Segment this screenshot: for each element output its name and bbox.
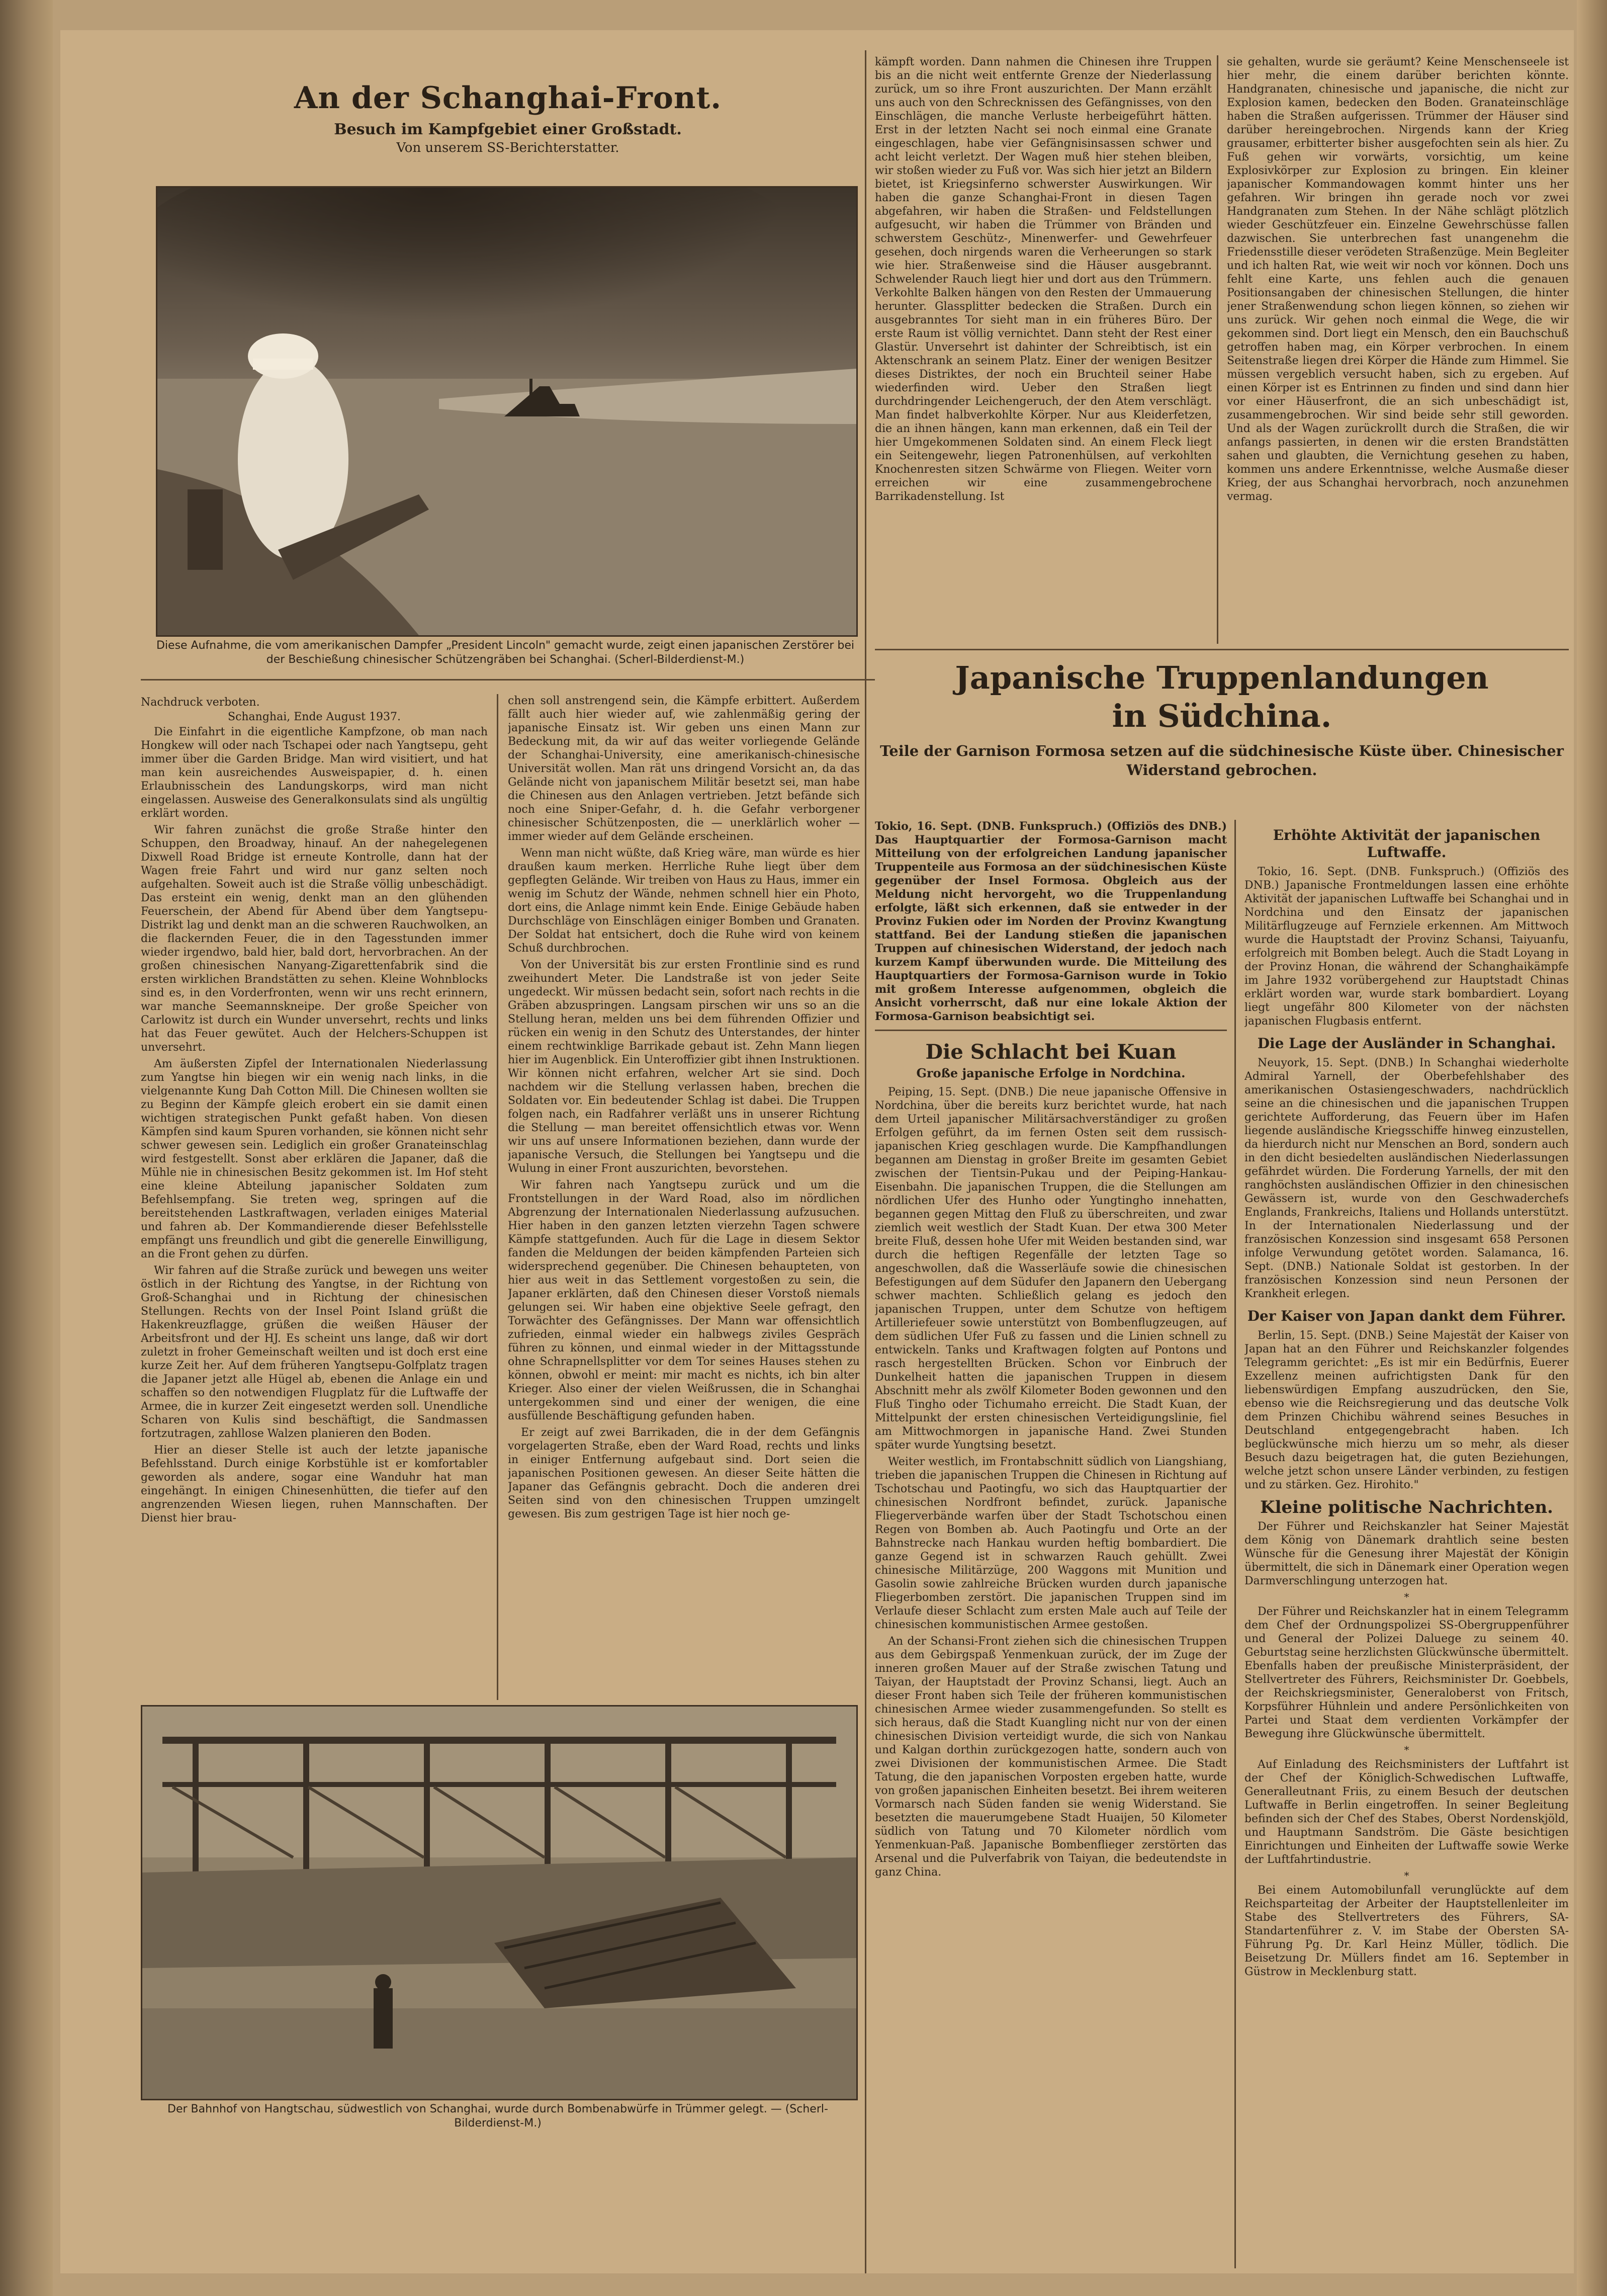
article1-byline: Von unserem SS-Berichterstatter. — [396, 140, 619, 155]
article7-item: Der Führer und Reichskanzler hat Seiner Majestät dem König von Dänemark drahtlich seine besten Wünsche für die Genesung ihrer Majestät der Königin übermittelt, die sich in Dänemark einer Operation wegen Darmverschlingung unterzogen hat. — [1244, 1520, 1569, 1587]
section-divider — [875, 1030, 1227, 1031]
article2-title-line1: Japanische Truppenlandungen — [955, 659, 1489, 696]
article3-subtitle: Große japanische Erfolge in Nordchina. — [916, 1066, 1186, 1080]
article7-title: Kleine politische Nachrichten. — [1260, 1497, 1553, 1517]
article1-note: Nachdruck verboten. — [141, 696, 260, 709]
column-divider — [1217, 55, 1218, 644]
article6-title: Der Kaiser von Japan dankt dem Führer. — [1247, 1308, 1566, 1324]
article2-deck: Teile der Garnison Formosa setzen auf die südchinesische Küste über. Chinesischer Widerstand gebrochen. — [880, 742, 1564, 779]
column-3-lower — [875, 820, 1227, 2268]
column-divider — [497, 694, 498, 1700]
article1-paragraph: Er zeigt auf zwei Barrikaden, die in der dem Gefängnis vorgelagerten Straße, eben der Ward Road, rechts und links in einiger Entfernung aufgebaut sind. Dort seien die japanischen Positionen gewesen. An dieser Seite hätten die Japaner das Gefängnis gebracht. Doch die anderen drei Seiten sind von den chinesischen Truppen umzingelt gewesen. Bis zum gestrigen Tage ist hier noch ge- — [508, 1426, 860, 1520]
article1-subheadline: Besuch im Kampfgebiet einer Großstadt. — [334, 121, 682, 138]
photo-destroyer-image — [157, 188, 856, 635]
article2-lead: Tokio, 16. Sept. (DNB. Funkspruch.) (Offiziös des DNB.) Das Hauptquartier der Formosa-Garnison macht Mitteilung von der erfolgreichen Landung japanischer Truppenteile aus Formosa an der südchinesischen Küste gegenüber der Insel Formosa. Obgleich aus der Meldung nicht hervorgeht, wo die Truppenlandung erfolgte, läßt sich erkennen, daß sie entweder in der Provinz Fukien oder im Norden der Provinz Kwangtung stattfand. Bei der Landung stießen die japanischen Truppen auf chinesischen Widerstand, der jedoch nach kurzem Kampf überwunden wurde. Die Mitteilung des Hauptquartiers der Formosa-Garnison wurde in Tokio mit großem Interesse aufgenommen, obgleich die Ansicht vorherrscht, daß nur eine lokale Aktion der Formosa-Garnison beabsichtigt sei. — [875, 820, 1227, 1023]
article7-item: Der Führer und Reichskanzler hat in einem Telegramm dem Chef der Ordnungspolizei SS-Obergruppenführer und General der Polizei Daluege zu seinem 40. Geburtstag seine herzlichsten Glückwünsche übermittelt. Ebenfalls haben der preußische Ministerpräsident, der Stellvertreter des Führers, Reichsminister Dr. Goebbels, der Reichskriegsminister, Generaloberst von Fritsch, Korpsführer Hühnlein und andere Persönlichkeiten von Partei und Staat dem verdienten Vorkämpfer der Bewegung ihre Glückwünsche übermittelt. — [1244, 1605, 1569, 1740]
separator-asterisk: * — [1404, 1869, 1409, 1882]
column-divider — [1234, 820, 1236, 2268]
page-edge — [1577, 0, 1607, 2296]
photo-destroyer — [156, 186, 858, 637]
article1-continuation-text: sie gehalten, wurde sie geräumt? Keine Menschenseele ist hier mehr, die einem darüber berichten könnte. Handgranaten, chinesische und japanische, die nicht zur Explosion kamen, bedecken den Boden. Granateinschläge haben die Straßen aufgerissen. Trümmer der Häuser sind darüber hereingebrochen. Nirgends kann der Krieg grausamer, erbitterter bisher ausgefochten sein als hier. Zu Fuß gehen wir vorwärts, vorsichtig, um keine Explosivkörper zur Explosion zu bringen. Ein kleiner japanischer Kommandowagen kommt hinter uns her gefahren. Wir bringen ihn gerade noch vor zwei Handgranaten zum Stehen. In der Nähe schlägt plötzlich wieder Geschützfeuer ein. Einzelne Gewehrschüsse fallen dazwischen. Sie unterbrechen fast unangenehm die Friedensstille dieser verödeten Straßenzüge. Mein Begleiter und ich halten Rat, wie weit wir noch vor können. Doch uns fehlt eine Karte, uns fehlen auch die genauen Positionsangaben der chinesischen Stellungen, die hinter jener Straßenwendung schon liegen können, so ziehen wir uns zurück. Wir gehen noch einmal die Wege, die wir gekommen sind. Dort liegt ein Mensch, den ein Bauchschuß getroffen haben mag, ein Körper verbrochen. In einem Seitenstraße liegen drei Körper die Hände zum Himmel. Sie müssen vergeblich versucht haben, sich zu ergeben. Auf einen Körper ist es Entrinnen zu finden und sind dann hier vor einer Häuserfront, die an sich unbeschädigt ist, zusammengebrochen. Wir sind beide sehr still geworden. Und als der Wagen zurückrollt durch die Straßen, die wir anfangs passierten, in denen wir die ersten Brandstätten sahen und glaubten, die Vernichtung gesehen zu haben, kommen uns andere Erkenntnisse, welche Ausmaße dieser Krieg, der aus Schanghai hervorbrach, noch anzunehmen vermag. — [1227, 56, 1569, 503]
article5-text: Neuyork, 15. Sept. (DNB.) In Schanghai wiederholte Admiral Yarnell, der Oberbefehlshaber des amerikanischen Ostasiengeschwaders, nachdrücklich seine an die chinesischen und die japanischen Truppen gerichtete Aufforderung, das Feuern über im Hafen liegende ausländische Kriegsschiffe hinweg einzustellen, da hierdurch nicht nur Menschen an Bord, sondern auch in den dicht besiedelten ausländischen Niederlassungen gefährdet würden. Die Forderung Yarnells, der mit den ranghöchsten ausländischen Offizier in den chinesischen Gewässern ist, wurde von den Geschwaderchefs Englands, Frankreichs, Italiens und Hollands unterstützt. In der Internationalen Niederlassung und der französischen Konzession sind insgesamt 658 Personen infolge Verwundung getötet worden. Salamanca, 16. Sept. (DNB.) Nationale Soldat ist gestorben. In der französischen Konzession sind neun Personen der Krankheit erlegen. — [1244, 1057, 1569, 1300]
column-4-lower — [1244, 820, 1569, 2268]
article3-paragraph: Weiter westlich, im Frontabschnitt südlich von Liangshiang, trieben die japanischen Truppen die Chinesen in Richtung auf Tschotschau und Paotingfu, wo sich das Hauptquartier der chinesischen Nordfront befindet, zurück. Japanische Fliegerverbände warfen über der Stadt Tschotschou einen Regen von Bomben ab. Auch Paotingfu und Orte an der Bahnstrecke nach Hankau wurden heftig bombardiert. Die ganze Gegend ist in schwarzen Rauch gehüllt. Zwei chinesische Militärzüge, 200 Waggons mit Munition und Gasolin sowie zahlreiche Brücken wurden durch japanische Fliegerbomben zerstört. Die japanischen Truppen sind im Verlaufe dieser Schlacht zum ersten Male auch auf Teile der chinesischen kommunistischen Armee gestoßen. — [875, 1456, 1227, 1631]
separator-asterisk: * — [1404, 1591, 1409, 1603]
article1-paragraph: Die Einfahrt in die eigentliche Kampfzone, ob man nach Hongkew will oder nach Tschapei oder nach Yangtsepu, geht immer über die Garden Bridge. Man wird visitiert, und hat man kein ausreichendes Ausweispapier, d. h. einen Erlaubnisschein des Landungskorps, wird man nicht eingelassen. Ausweise des Generalkonsulats sind als ungültig erklärt worden. — [141, 726, 488, 820]
article1-dateline: Schanghai, Ende August 1937. — [228, 711, 401, 723]
article1-paragraph: Wir fahren zunächst die große Straße hinter den Schuppen, den Broadway, hinauf. An der nahegelegenen Dixwell Road Bridge ist erneute Kontrolle, dann hat der Wagen freie Fahrt und wird nur ganz selten noch aufgehalten. Soweit auch ist die Straße völlig unbeschädigt. Das ersteint ein wenig, denkt man an den glühenden Feuerschein, der Abend für Abend über dem Yangtsepu-Distrikt lag und denkt man an die schweren Rauchwolken, an die flackernden Feuer, die in den Tagesstunden immer wieder irgendwo, bald hier, bald dort, hervorbrachen. An der großen chinesischen Nanyang-Zigarettenfabrik sind die ersten wirklichen Brandstätten zu sehen. Kleine Wohnblocks sind es, in den Vorderfronten, wenn wir uns recht erinnern, war manche Seemannskneipe. Der große Speicher von Carlowitz ist durch ein Wunder unversehrt, rechts und links hat das Feuer gewütet. Auch der Helchers-Schuppen ist unversehrt. — [141, 824, 488, 1054]
article1-paragraph: Wir fahren nach Yangtsepu zurück und um die Frontstellungen in der Ward Road, also im nördlichen Abgrenzung der Internationalen Niederlassung aufzusuchen. Hier haben in den ganzen letzten vierzehn Tagen schwere Kämpfe stattgefunden. Auch für die Lage in diesem Sektor fanden die Meldungen der beiden kämpfenden Parteien sich widersprechend gegenüber. Die Chinesen behaupteten, von hier aus weit in das Settlement vorgestoßen zu sein, die Japaner erklärten, daß den Chinesen dieser Vorstoß niemals gelungen sei. Wir haben eine objektive Seele gefragt, den Torwächter des Gefängnisses. Der Mann war offensichtlich zufrieden, einmal wieder ein halbwegs ziviles Gespräch führen zu können, und einmal wieder in der Mittagsstunde ohne Schrapnellsplitter vor dem Tor seines Hauses stehen zu können, obwohl er meint: mir macht es nichts, ich bin alter Krieger. Also einer der vielen Weißrussen, die in Schanghai untergekommen sind und einer der wenigen, die eine ausfüllende Beschäftigung gefunden haben. — [508, 1179, 860, 1422]
column-divider — [141, 679, 875, 681]
article1-paragraph: Hier an dieser Stelle ist auch der letzte japanische Befehlsstand. Durch einige Korbstühle ist er komfortabler geworden als andere, sogar eine Wanduhr hat man eingehängt. In einigen Chinesenhütten, die tiefer auf den angrenzenden Wiesen liegen, ruhen Mannschaften. Der Dienst hier brau- — [141, 1444, 488, 1524]
photo-station-caption: Der Bahnhof von Hangtschau, südwestlich von Schanghai, wurde durch Bombenabwürfe in Trümmer gelegt. — (Scherl-Bilderdienst-M.) — [167, 2103, 828, 2130]
article7-item: Bei einem Automobilunfall verunglückte auf dem Reichsparteitag der Arbeiter der Hauptstellenleiter im Stabe des Stellvertreters des Führers, SA-Standartenführer z. V. im Stabe der Obersten SA-Führung Pg. Dr. Karl Heinz Müller, tödlich. Die Beisetzung Dr. Müllers findet am 16. September in Güstrow in Mecklenburg statt. — [1244, 1884, 1569, 1978]
article1-paragraph: Wenn man nicht wüßte, daß Krieg wäre, man würde es hier draußen kaum merken. Herrliche Ruhe liegt über dem gepflegten Gelände. Wir treiben von Haus zu Haus, immer ein wenig im Schutz der Wände, nehmen schnell hier ein Photo, dort eins, die Anlage nimmt kein Ende. Einige Gebäude haben Durchschläge von Einschlägen einiger Bomben und Granaten. Der Soldat hat entsichert, doch die Ruhe wird von keinem Schuß durchbrochen. — [508, 847, 860, 955]
article3-paragraph: An der Schansi-Front ziehen sich die chinesischen Truppen aus dem Gebirgspaß Yenmenkuan zurück, der im Zuge der inneren großen Mauer auf der Straße zwischen Tatung und Taiyan, der Hauptstadt der Provinz Schansi, liegt. Auch an dieser Front haben sich Teile der früheren kommunistischen chinesischen Armee wieder zusammengefunden. So stellt es sich heraus, daß die Stadt Kuangling nicht nur von der einen chinesischen Division verteidigt wurde, die sich von Nankau und Kalgan dorthin zurückgezogen hatte, sondern auch von zwei Divisionen der kommunistischen Armee. Die Stadt Tatung, die den japanischen Vorposten ergeben hatte, wurde von großen japanischen Einheiten besetzt. Bei ihrem weiteren Vormarsch nach Süden fanden sie wenig Widerstand. Sie besetzten die mauerumgebene Stadt Huaijen, 50 Kilometer südlich von Tatung und 70 Kilometer nördlich vom Yenmenkuan-Paß. Japanische Bombenflieger zerstörten das Arsenal und die Pulverfabrik von Taiyan, die bedeutendste in ganz China. — [875, 1635, 1227, 1879]
article7-item: Auf Einladung des Reichsministers der Luftfahrt ist der Chef der Königlich-Schwedischen Luftwaffe, Generalleutnant Friis, zu einem Besuch der deutschen Luftwaffe in Berlin eingetroffen. In seiner Begleitung befinden sich der Chef des Stabes, Oberst Nordenskjöld, und Hauptmann Sandström. Die Gäste besichtigen Einrichtungen und Einheiten der Luftwaffe sowie Werke der Luftfahrtindustrie. — [1244, 1758, 1569, 1866]
article1-header — [141, 80, 875, 181]
article1-column-a — [141, 694, 488, 1700]
article1-paragraph: Von der Universität bis zur ersten Frontlinie sind es rund zweihundert Meter. Die Landstraße ist von jeder Seite ungedeckt. Wir müssen bedacht sein, sofort nach rechts in die Gräben abzuspringen. Langsam pirschen wir uns so an die Stellung heran, melden uns bei dem führenden Offizier und rücken ein wenig in den Schutz des Unterstandes, der hinter einem rechtwinklige Barrikade gebaut ist. Zehn Mann liegen hier im Augenblick. Ein Unteroffizier gibt ihnen Instruktionen. Wir können nicht erfahren, welcher Art sie sind. Doch nachdem wir die Stellung verlassen haben, brechen die Soldaten vor. Ein bedeutender Schlag ist dabei. Die Truppen folgen nach, ein Radfahrer verläßt uns in unserer Richtung die Stellung — man bereitet offensichtlich etwas vor. Wenn wir uns auf unsere Informationen beziehen, dann wurde der japanische Versuch, die Stellungen bei Yangtsepu und die Wulung in einer Front auszurichten, bevorstehen. — [508, 959, 860, 1175]
article1-continuation-col4 — [1227, 55, 1569, 644]
article2-header — [875, 654, 1569, 820]
article2-title-line2: in Südchina. — [1112, 698, 1332, 734]
article1-paragraph: chen soll anstrengend sein, die Kämpfe erbittert. Außerdem fällt auch hier wieder auf, wie zahlenmäßig gering der japanische Einsatz ist. Wir geben uns einen Mann zur Bedeckung mit, da wir auf das weiter vorliegende Gelände der Schanghai-University, eine amerikanisch-chinesische Universität wollen. Man rät uns dringend Vorsicht an, da das Gelände nicht von japanischem Militär besetzt sei, man habe die Chinesen aus den Anlagen vertrieben. Jetzt befände sich noch eine Sniper-Gefahr, d. h. die Gefahr verborgener chinesischer Schützenposten, die — unerklärlich woher — immer wieder auf dem Gelände erscheinen. — [508, 695, 860, 843]
article5-title: Die Lage der Ausländer in Schanghai. — [1257, 1035, 1556, 1052]
article6-text: Berlin, 15. Sept. (DNB.) Seine Majestät der Kaiser von Japan hat an den Führer und Reichskanzler folgendes Telegramm gerichtet: „Es ist mir ein Bedürfnis, Euerer Exzellenz meinen aufrichtigsten Dank für den liebenswürdigen Empfang auszudrücken, den Sie, ebenso wie die Reichsregierung und das deutsche Volk dem Prinzen Chichibu während seines Besuches in Deutschland entgegengebracht haben. Ich beglückwünsche mich hierzu um so mehr, als dieser Besuch dazu beigetragen hat, die guten Beziehungen, welche jetzt schon unsere Länder verbinden, zu festigen und zu stärken. Gez. Hirohito." — [1244, 1329, 1569, 1491]
article3-title: Die Schlacht bei Kuan — [925, 1040, 1177, 1064]
article2-title — [875, 659, 1569, 735]
article1-headline: An der Schanghai-Front. — [294, 80, 722, 116]
article3-paragraph: Peiping, 15. Sept. (DNB.) Die neue japanische Offensive in Nordchina, über die bereits kurz berichtet wurde, hat nach dem Urteil japanischer Militärsachverständiger zu großen Erfolgen geführt, da im fernen Osten seit dem russisch-japanischen Krieg geschlagen wurde. Die Kampfhandlungen begannen am Dienstag in großer Breite im gesamten Gebiet zwischen der Tientsin-Pukau und der Peiping-Hankau-Eisenbahn. Die japanischen Truppen, die die Stellungen am nördlichen Ufer des Hunho oder Yungtingho innehatten, begannen gegen Mittag den Fluß zu überschreiten, und zwar ziemlich weit westlich der Stadt Kuan. Der etwa 300 Meter breite Fluß, dessen hohe Ufer mit Weiden bestanden sind, war durch die heftigen Regenfälle der letzten Tage so angeschwollen, daß die Wasserläufe sowie die chinesischen Befestigungen auf dem Südufer den Japanern den Uebergang schwer machten. Schließlich gelang es jedoch den japanischen Truppen, unter dem Schutze von heftigem Artilleriefeuer sowie unterstützt von Bombenflugzeugen, auf dem südlichen Ufer Fuß zu fassen und die Linien schnell zu entwickeln. Tanks und Kraftwagen folgten auf Pontons und rasch hergestellten Brücken. Schon vor Einbruch der Dunkelheit hatten die japanischen Truppen in diesem Abschnitt mehr als zwölf Kilometer Boden gewonnen und den Fluß Tingho oder Tichumaho erreicht. Die Stadt Kuan, der Mittelpunkt der ersten chinesischen Verteidigungslinie, fiel am Mittwochmorgen in japanische Hand. Zwei Stunden später wurde Yungtsing besetzt. — [875, 1086, 1227, 1452]
article4-text: Tokio, 16. Sept. (DNB. Funkspruch.) (Offiziös des DNB.) Japanische Frontmeldungen lassen eine erhöhte Aktivität der japanischen Luftwaffe bei Schanghai und in Nordchina und den Einsatz der japanischen Militärflugzeuge auf Fernziele erkennen. Am Mittwoch wurde die Hauptstadt der Provinz Schansi, Taiyuanfu, erfolgreich mit Bomben belegt. Auch die Stadt Loyang in der Provinz Honan, die während der Schanghaikämpfe im Jahre 1932 vorübergehend zur Hauptstadt Chinas erklärt worden war, wurde stark bombardiert. Loyang liegt ungefähr 800 Kilometer von der nächsten japanischen Flugbasis entfernt. — [1244, 866, 1569, 1028]
article4-title: Erhöhte Aktivität der japanischen Luftwaffe. — [1273, 827, 1541, 861]
column-divider — [865, 50, 866, 2273]
article1-paragraph: Am äußersten Zipfel der Internationalen Niederlassung zum Yangtse hin biegen wir ein wenig nach links, in die vielgenannte Kung Dah Cotton Mill. Die Chinesen wollten sie zu Beginn der Kämpfe gleich erobert ein sie damit einen wichtigen strategischen Punkt gefaßt haben. Von diesen Kämpfen sind kaum Spuren vorhanden, sie können nicht sehr schwer gewesen sein. Lediglich ein großer Granateinschlag wird festgestellt. Sonst aber erklären die Japaner, daß die Mühle nie in chinesischen Besitz gekommen ist. Im Hof steht eine kleine Abteilung japanischer Soldaten zum Befehlsempfang. Sie treten weg, springen auf die bereitstehenden Lastkraftwagen, verladen einiges Material und fahren ab. Der Kommandierende dieser Befehlsstelle empfängt uns freundlich und gibt die generelle Einwilligung, an die Front gehen zu dürfen. — [141, 1058, 488, 1260]
newspaper-page — [60, 30, 1574, 2273]
section-divider — [875, 649, 1569, 650]
article1-column-b — [508, 694, 860, 1700]
photo-destroyer-caption: Diese Aufnahme, die vom amerikanischen Dampfer „President Lincoln" gemacht wurde, zeigt einen japanischen Zerstörer bei der Beschießung chinesischer Schützengräben bei Schanghai. (Scherl-Bilderdienst-M.) — [156, 639, 855, 666]
photo-station-image — [142, 1707, 856, 2099]
article1-paragraph: Wir fahren auf die Straße zurück und bewegen uns weiter östlich in der Richtung des Yangtse, in der Richtung von Groß-Schanghai und in Richtung der chinesischen Stellungen. Rechts von der Insel Point Island grüßt die Hakenkreuzflagge, grüßen die weißen Häuser der Arbeitsfront und der HJ. Es scheint uns lange, daß wir dort zuletzt in froher Gemeinschaft weilten und ist doch erst eine kurze Zeit her. Auf dem früheren Yangtsepu-Golfplatz tragen die Japaner jetzt alle Hügel ab, ebenen die Anlage ein und schaffen so den notwendigen Flugplatz für die Luftwaffe der Armee, die in kurzer Zeit eingesetzt werden soll. Unendliche Scharen von Kulis sind beschäftigt, die Sandmassen fortzutragen, zahllose Walzen planieren den Boden. — [141, 1264, 488, 1440]
photo-station — [141, 1705, 858, 2100]
article1-continuation-text: kämpft worden. Dann nahmen die Chinesen ihre Truppen bis an die nicht weit entfernte Grenze der Niederlassung zurück, um so ihre Front auszurichten. Der Mann erzählt uns auch von den Schrecknissen des Gefängnisses, von den Einschlägen, die manche Verluste herbeigeführt hätten. Erst in der letzten Nacht sei noch einmal eine Granate eingeschlagen, habe vier Gefängnisinsassen schwer und acht leicht verletzt. Der Wagen muß hier stehen bleiben, wir stoßen wieder zu Fuß vor. Was sich hier jetzt an Bildern bietet, ist Kriegsinferno schwerster Auswirkungen. Wir haben die ganze Schanghai-Front in diesen Tagen abgefahren, wir haben die Straßen- und Feldstellungen aufgesucht, wir haben die Trümmer von Bränden und schwerstem Geschütz-, Minenwerfer- und Gewehrfeuer gesehen, doch nirgends waren die Verheerungen so stark wie hier. Straßenweise sind die Häuser ausgebrannt. Schwelender Rauch liegt hier und dort aus den Trümmern. Verkohlte Balken hängen von den Resten der Ummauerung herunter. Glassplitter bedecken die Straßen. Durch ein ausgebranntes Tor sieht man in ein früheres Büro. Der erste Raum ist völlig vernichtet. Dann steht der Rest einer Glastür. Unversehrt ist dahinter der Schreibtisch, ist ein Aktenschrank an seinem Platz. Einer der wenigen Besitzer dieses Distriktes, der noch ein Bruchteil seiner Habe wiederfinden wird. Ueber den Straßen liegt durchdringender Leichengeruch, der den Atem verschlägt. Man findet halbverkohlte Körper. Nur aus Kleiderfetzen, die an ihnen hängen, kann man erkennen, daß ein Teil der hier Umgekommenen Soldaten sind. An einem Fleck liegt ein Seitengewehr, liegen Patronenhülsen, auf verkohlten Knochenresten sitzen Schwärme von Fliegen. Weiter vorn erreichen wir eine zusammengebrochene Barrikadenstellung. Ist — [875, 56, 1212, 503]
article1-continuation-col3 — [875, 55, 1212, 644]
separator-asterisk: * — [1404, 1744, 1409, 1756]
binding-edge — [0, 0, 53, 2296]
